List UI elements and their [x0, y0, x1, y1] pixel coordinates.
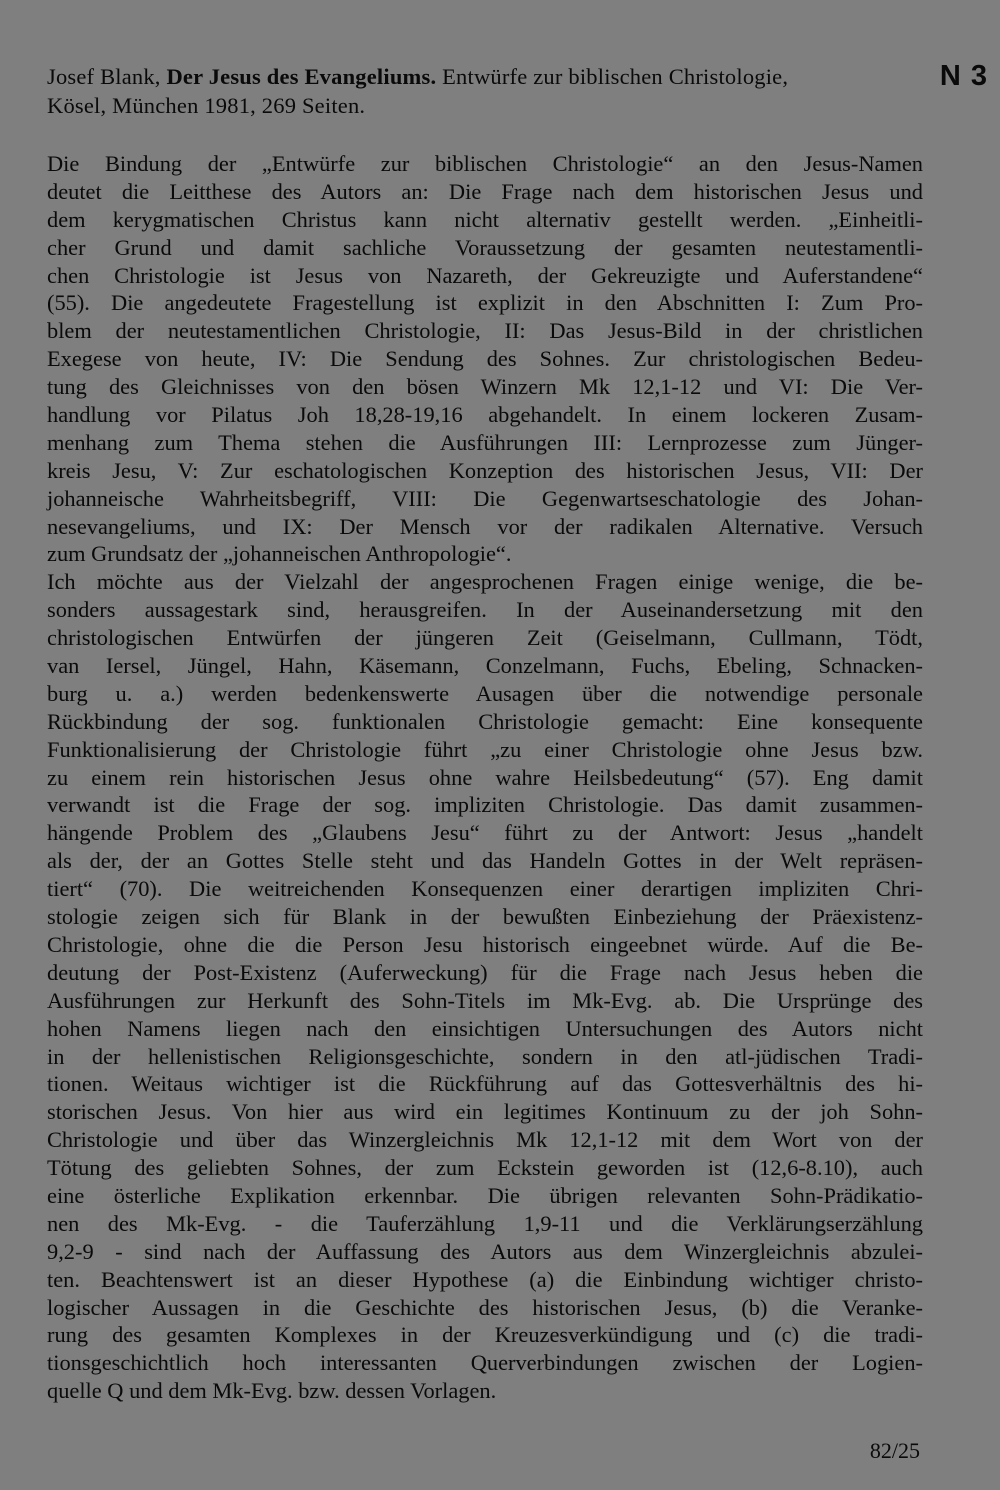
book-title: Der Jesus des Evangeliums. [166, 64, 437, 89]
text-line: burg u. a.) werden bedenkenswerte Ausagen über die notwendige personale [47, 680, 923, 706]
text-line: logischer Aussagen in die Geschichte des historischen Jesus, (b) die Veranke- [47, 1294, 923, 1320]
text-line: christologischen Entwürfen der jüngeren Zeit (Geiselmann, Cullmann, Tödt, [47, 625, 923, 651]
text-line: eine österliche Explikation erkennbar. Die übrigen relevanten Sohn-Prädikatio- [47, 1182, 923, 1208]
text-line: handlung vor Pilatus Joh 18,28-19,16 abgehandelt. In einem lockeren Zusam- [47, 402, 923, 428]
text-line: Die Bindung der „Entwürfe zur biblischen Christologie“ an den Jesus-Namen [47, 151, 923, 176]
text-line: tiert“ (70). Die weitreichenden Konsequenzen einer derartigen impliziten Chri- [47, 876, 923, 902]
text-line: blem der neutestamentlichen Christologie, II: Das Jesus-Bild in der christlichen [47, 318, 923, 344]
text-line: in der hellenistischen Religionsgeschichte, sondern in den atl-jüdischen Tradi- [47, 1043, 923, 1069]
section-code: N 3 [939, 60, 988, 92]
text-line: dem kerygmatischen Christus kann nicht alternativ gestellt werden. „Einheitli- [47, 206, 923, 232]
text-line: deutung der Post-Existenz (Auferweckung) für die Frage nach Jesus heben die [47, 959, 923, 985]
text-line: hängende Problem des „Glaubens Jesu“ führt zu der Antwort: Jesus „handelt [47, 820, 923, 846]
text-line: tionen. Weitaus wichtiger ist die Rückführung auf das Gottesverhältnis des hi- [47, 1071, 923, 1097]
book-subtitle: Entwürfe zur biblischen Christologie, [436, 64, 789, 89]
text-line: nesevangeliums, und IX: Der Mensch vor der radikalen Alternative. Versuch [47, 513, 923, 539]
text-line: deutet die Leitthese des Autors an: Die Frage nach dem historischen Jesus und [47, 178, 923, 204]
page-reference: 82/25 [869, 1438, 920, 1463]
text-line: Ich möchte aus der Vielzahl der angesprochenen Fragen einige wenige, die be- [47, 569, 923, 595]
text-line: rung des gesamten Komplexes in der Kreuzesverkündigung und (c) die tradi- [47, 1322, 923, 1348]
text-line: Ausführungen zur Herkunft des Sohn-Titels im Mk-Evg. ab. Die Ursprünge des [47, 987, 923, 1013]
publisher-line: Kösel, München 1981, 269 Seiten. [47, 93, 366, 118]
text-line: Tötung des geliebten Sohnes, der zum Eckstein geworden ist (12,6-8.10), auch [47, 1155, 923, 1181]
text-line: als der, der an Gottes Stelle steht und das Handeln Gottes in der Welt repräsen- [47, 848, 923, 874]
text-line: 9,2-9 - sind nach der Auffassung des Autors aus dem Winzergleichnis abzulei- [47, 1238, 923, 1264]
citation-line-1 [47, 62, 937, 91]
text-line: nen des Mk-Evg. - die Tauferzählung 1,9-11 und die Verklärungserzählung [47, 1210, 923, 1236]
text-line: ten. Beachtenswert ist an dieser Hypothese (a) die Einbindung wichtiger christo- [47, 1266, 923, 1292]
citation-header [47, 62, 937, 120]
text-line: Christologie und über das Winzergleichnis Mk 12,1-12 mit dem Wort von der [47, 1127, 923, 1153]
text-line: quelle Q und dem Mk-Evg. bzw. dessen Vorlagen. [47, 1378, 497, 1404]
text-line: menhang zum Thema stehen die Ausführungen III: Lernprozesse zum Jünger- [47, 429, 923, 455]
text-line: johanneische Wahrheitsbegriff, VIII: Die Gegenwartseschatologie des Johan- [47, 485, 923, 511]
text-line: verwandt ist die Frage der sog. impliziten Christologie. Das damit zusammen- [47, 792, 923, 818]
text-line: tionsgeschichtlich hoch interessanten Querverbindungen zwischen der Logien- [47, 1350, 923, 1376]
text-line: zum Grundsatz der „johanneischen Anthropologie“. [47, 541, 512, 567]
text-line: Christologie, ohne die die Person Jesu historisch eingeebnet würde. Auf die Be- [47, 931, 923, 957]
author-name: Josef Blank, [47, 64, 167, 89]
text-line: tung des Gleichnisses von den bösen Winzern Mk 12,1-12 und VI: Die Ver- [47, 374, 923, 400]
text-line: sonders aussagestark sind, herausgreifen. In der Auseinandersetzung mit den [47, 597, 923, 623]
text-line: Rückbindung der sog. funktionalen Christologie gemacht: Eine konsequente [47, 708, 923, 734]
text-line: van Iersel, Jüngel, Hahn, Käsemann, Conzelmann, Fuchs, Ebeling, Schnacken- [47, 653, 923, 679]
text-line: zu einem rein historischen Jesus ohne wahre Heilsbedeutung“ (57). Eng damit [47, 764, 923, 790]
review-body [47, 150, 923, 1405]
text-line: stologie zeigen sich für Blank in der bewußten Einbeziehung der Präexistenz- [47, 904, 923, 930]
text-line: Funktionalisierung der Christologie führt „zu einer Christologie ohne Jesus bzw. [47, 736, 923, 762]
text-line: hohen Namens liegen nach den einsichtigen Untersuchungen des Autors nicht [47, 1015, 923, 1041]
text-line: Exegese von heute, IV: Die Sendung des Sohnes. Zur christologischen Bedeu- [47, 346, 923, 372]
text-line: cher Grund und damit sachliche Voraussetzung der gesamten neutestamentli- [47, 234, 923, 260]
text-line: storischen Jesus. Von hier aus wird ein legitimes Kontinuum zu der joh Sohn- [47, 1099, 923, 1125]
text-line: chen Christologie ist Jesus von Nazareth, der Gekreuzigte und Auferstandene“ [47, 262, 923, 288]
text-line: kreis Jesu, V: Zur eschatologischen Konzeption des historischen Jesus, VII: Der [47, 457, 923, 483]
text-line: (55). Die angedeutete Fragestellung ist explizit in den Abschnitten I: Zum Pro- [47, 290, 923, 316]
